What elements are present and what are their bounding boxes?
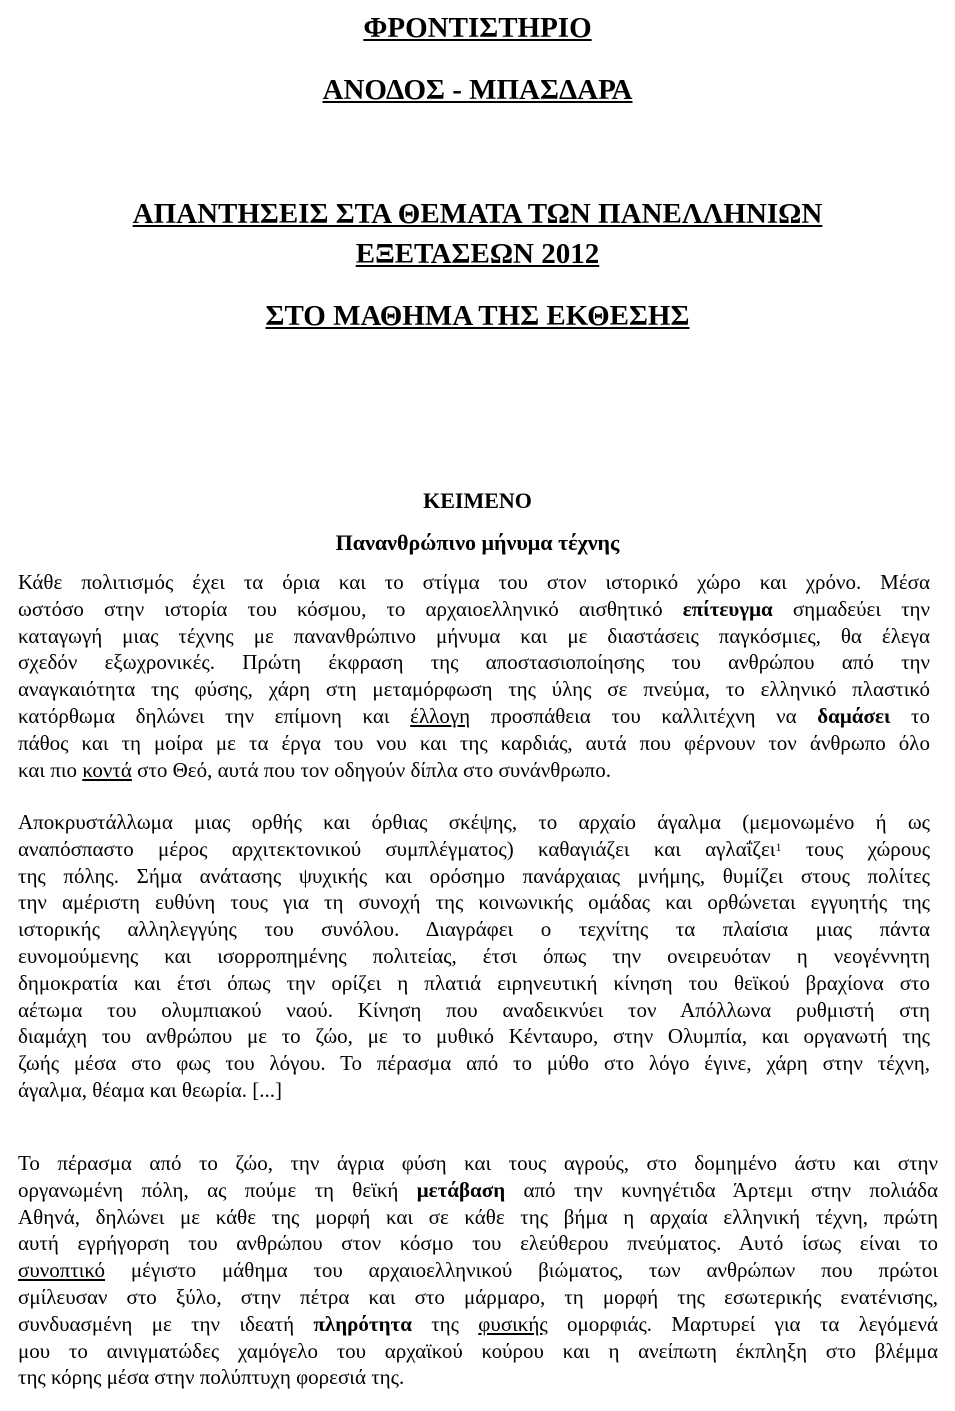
text-run: αυτή εγρήγορση του ανθρώπου στον κόσμο του ελεύθερου πνεύματος. Αυτό ίσως είναι το <box>18 1231 938 1256</box>
emphasis-bold: επίτευγμα <box>682 596 773 621</box>
text-line <box>18 1230 938 1256</box>
text-line <box>18 676 930 702</box>
text-run: τους χώρους <box>781 836 931 861</box>
text-run: ομορφιάς. Μαρτυρεί για τα λεγόμενά <box>547 1311 938 1336</box>
text-run: μου το αινιγματώδες χαμόγελο του αρχαϊκού κούρου και η ανείπωτη έκπληξη στο βλέμμα <box>18 1338 938 1363</box>
text-run: και πιο <box>18 757 83 782</box>
text-run: από την κυνηγέτιδα Άρτεμι στην πολιάδα <box>505 1177 939 1202</box>
paragraph <box>18 809 930 1104</box>
text-line <box>18 1338 938 1364</box>
text-line <box>18 757 930 783</box>
text-line <box>18 863 930 889</box>
paragraph <box>18 569 930 784</box>
text-run: το <box>890 704 930 728</box>
text-run: σχεδόν εξωχρονικές. Πρώτη έκφραση της αποστασιοποίησης του ανθρώπου από την <box>18 650 930 675</box>
text-line <box>18 1050 930 1076</box>
text-run: σμίλευσαν στο ξύλο, στην πέτρα και στο μάρμαρο, τη μορφή της εσωτερικής ενατένισης, <box>18 1285 938 1309</box>
text-run: της κόρης μέσα στην πολύπτυχη φορεσιά της. <box>18 1365 405 1390</box>
text-run: αέτωμα του ολυμπιακού ναού. Κίνηση που αναδεικνύει τον Απόλλωνα ρυθμιστή στη <box>18 997 930 1022</box>
emphasis-bold: πληρότητα <box>313 1311 412 1336</box>
text-run: ευνομούμενης και ισορροπημένης πολιτείας, έτσι όπως την ονειρευόταν η νεογέννητη <box>18 944 930 968</box>
text-run: αναγκαιότητα της φύσης, χάρη στη μεταμόρφωση της ύλης σε πνεύμα, το ελληνικό πλαστικό <box>18 677 930 702</box>
text-run: καταγωγή μιας τέχνης με πανανθρώπινο μήνυμα και με διαστάσεις παγκόσμιες, θα έλεγα <box>18 623 930 648</box>
text-run: Κάθε πολιτισμός έχει τα όρια και το στίγμα του στον ιστορικό χώρο και χρόνο. Μέσα <box>18 570 930 594</box>
text-line <box>18 997 930 1023</box>
text-line <box>18 916 930 942</box>
text-line <box>18 1257 938 1283</box>
text-line <box>18 1150 938 1176</box>
text-run: προσπάθεια του καλλιτέχνη να <box>470 704 818 728</box>
institute-name: ΦΡΟΝΤΙΣΤΗΡΙΟ <box>363 12 592 44</box>
text-line <box>18 649 930 675</box>
text-run: συνδυασμένη με την ιδεατή <box>18 1311 314 1336</box>
text-line <box>18 730 930 756</box>
text-line <box>18 836 930 862</box>
text-run: άγαλμα, θέαμα και θεωρία. [...] <box>18 1078 282 1102</box>
text-line <box>18 1311 938 1337</box>
text-run: κατόρθωμα δηλώνει την επίμονη και <box>18 704 411 728</box>
text-line <box>18 703 930 729</box>
emphasis-bold: δαμάσει <box>817 704 891 728</box>
text-line <box>18 1077 930 1103</box>
text-run: μέγιστο μάθημα του αρχαιοελληνικού βιώματος, των ανθρώπων που πρώτοι <box>105 1258 938 1283</box>
footnote-marker: 1 <box>775 839 782 854</box>
emphasis-bold: μετάβαση <box>416 1177 506 1202</box>
text-line <box>18 809 930 835</box>
text-line <box>18 1204 938 1230</box>
text-run: στο Θεό, αυτά που τον οδηγούν δίπλα στο συνάνθρωπο. <box>131 757 611 782</box>
text-run: ωστόσο στην ιστορία του κόσμου, το αρχαιοελληνικό αισθητικό <box>18 596 683 621</box>
subject-title: ΣΤΟ ΜΑΘΗΜΑ ΤΗΣ ΕΚΘΕΣΗΣ <box>265 300 690 332</box>
text-run: ζωής μέσα στο φως του λόγου. Το πέρασμα από το μύθο στο λόγο έγινε, χάρη στην τέχνη, <box>18 1051 930 1076</box>
text-line <box>18 889 930 915</box>
emphasis-underline: κοντά <box>82 757 132 782</box>
text-run: δημοκρατία και έτσι όπως την ορίζει η πλατιά ειρηνευτική κίνηση του θεϊκού βραχίονα στο <box>18 970 930 995</box>
emphasis-underline: έλλογη <box>410 704 471 728</box>
text-line <box>18 596 930 622</box>
text-line <box>18 943 930 969</box>
document-title-line-1: ΑΠΑΝΤΗΣΕΙΣ ΣΤΑ ΘΕΜΑΤΑ ΤΩΝ ΠΑΝΕΛΛΗΝΙΩΝ <box>132 198 823 230</box>
emphasis-underline: φυσικής <box>478 1311 548 1336</box>
text-line <box>18 569 930 595</box>
paragraph <box>18 1150 938 1390</box>
text-run: της <box>411 1311 479 1336</box>
institute-subtitle: ΑΝΟΔΟΣ - ΜΠΑΣΔΑΡΑ <box>322 74 633 106</box>
text-run: Αθηνά, δηλώνει με κάθε της μορφή και σε κάθε της βήμα η αρχαία ελληνική τέχνη, πρώτη <box>18 1204 938 1229</box>
document-title-line-2: ΕΞΕΤΑΣΕΩΝ 2012 <box>355 238 600 270</box>
text-line <box>18 1023 930 1049</box>
emphasis-underline: συνοπτικό <box>18 1258 106 1283</box>
text-title: Πανανθρώπινο μήνυμα τέχνης <box>335 530 620 555</box>
text-run: αναπόσπαστο μέρος αρχιτεκτονικού συμπλέγματος) καθαγιάζει και αγλαΐζει <box>18 836 776 861</box>
text-run: την αμέριστη ευθύνη τους για τη συνοχή της κοινωνικής ομάδας και ορθώνεται εγγυητής της <box>18 890 930 915</box>
text-line <box>18 1364 938 1390</box>
text-line <box>18 1284 938 1310</box>
text-run: σημαδεύει την <box>772 596 930 621</box>
text-run: διαμάχη του ανθρώπου με το ζώο, με το μυθικό Κένταυρο, στην Ολυμπία, και οργανωτή της <box>18 1024 930 1049</box>
text-run: Το πέρασμα από το ζώο, την άγρια φύση και τους αγρούς, στο δομημένο άστυ και στην <box>18 1151 938 1175</box>
text-run: ιστορικής αλληλεγγύης του συνόλου. Διαγράφει ο τεχνίτης τα πλαίσια μιας πάντα <box>18 917 930 942</box>
text-run: οργανωμένη πόλη, ας πούμε τη θεϊκή <box>18 1177 417 1202</box>
text-run: της πόλης. Σήμα ανάτασης ψυχικής και ορόσημο πανάρχαιας μνήμης, θυμίζει στους πολίτες <box>18 863 930 888</box>
text-line <box>18 623 930 649</box>
text-line <box>18 970 930 996</box>
section-label: ΚΕΙΜΕΝΟ <box>423 488 532 513</box>
text-run: Αποκρυστάλλωμα μιας ορθής και όρθιας σκέψης, το αρχαίο άγαλμα (μεμονωμένο ή ως <box>18 810 930 834</box>
text-run: πάθος και τη μοίρα με τα έργα του νου και της καρδιάς, αυτά που φέρνουν τον άνθρωπο όλο <box>18 730 930 755</box>
text-line <box>18 1177 938 1203</box>
